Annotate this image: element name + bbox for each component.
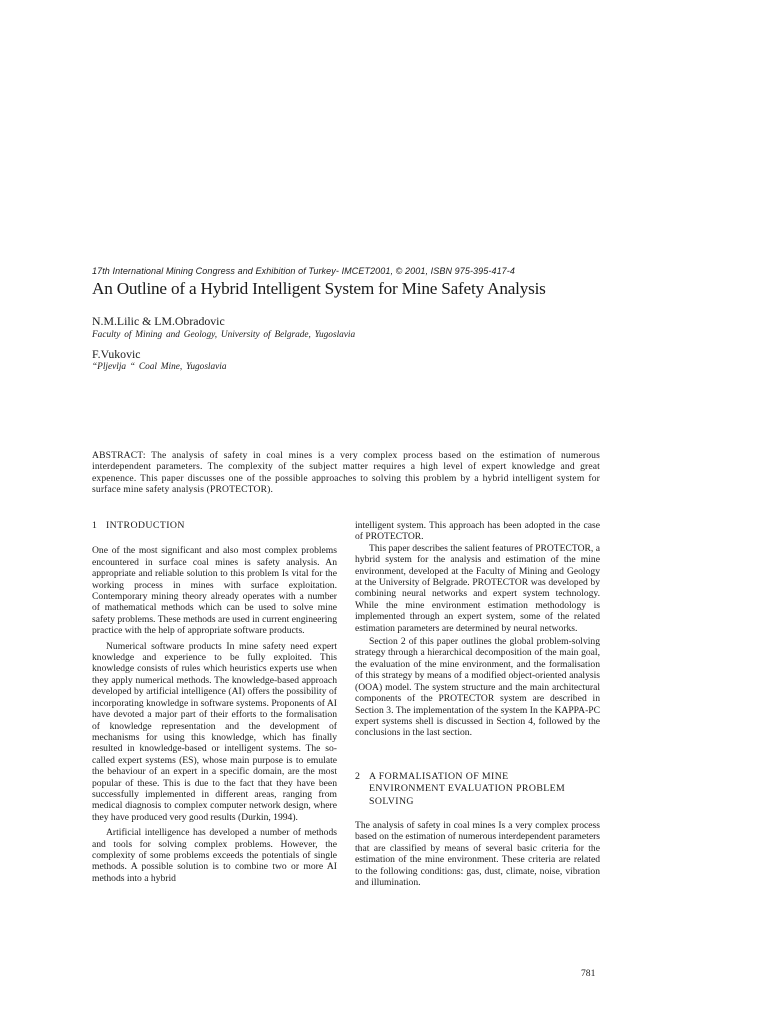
section-2-number: 2 (355, 770, 361, 782)
intro-paragraph-5: This paper describes the salient features of PROTECTOR, a hybrid system for the analysis and estimation of the mine environment, developed at the Faculty of Mining and Geology at the University of Belgrade. PROTECTOR was developed by combining neural networks and expert system technology. While the mine environment estimation methodology is implemented through an expert system, some of the related estimation parameters are determined by neural networks. (355, 542, 600, 634)
page-number: 781 (581, 968, 596, 979)
right-column (355, 520, 600, 888)
intro-paragraph-3: Artificial intelligence has developed a number of methods and tools for solving complex problems. However, the complexity of some problems exceeds the potentials of single methods. A possible solution is to combine two or more AI methods into a hybrid (92, 827, 337, 884)
section-1-number: 1 (92, 520, 98, 531)
abstract: ABSTRACT: The analysis of safety in coal mines is a very complex process based on the estimation of numerous interdependent parameters. The complexity of the subject matter requires a high level of expert knowledge and great expenence. This paper discusses one of the possible approaches to solving this problem by a hybrid intelligent system for surface mine safety analysis (PROTECTOR). (92, 450, 600, 496)
section-2-title-line-1: A FORMALISATION OF MINE (369, 770, 509, 782)
section-1-heading (92, 520, 337, 531)
intro-paragraph-4: intelligent system. This approach has been adopted in the case of PROTECTOR. (355, 520, 600, 543)
intro-paragraph-1: One of the most significant and also most complex problems encountered in surface coal mines is safety analysis. An appropriate and reliable solution to this problem Is vital for the working process in mines with surface exploitation. Contemporary mining theory already operates with a number of mathematical methods which can be used to solve mine safety problems. These methods are used in current engineering practice with the help of appropriate software products. (92, 545, 337, 637)
conference-line: 17th International Mining Congress and Exhibition of Turkey- IMCET2001, © 2001, ISBN 975-395-417-4 (92, 266, 515, 276)
author-names-2: F.Vukovic (92, 347, 141, 361)
section-2-paragraph-1: The analysis of safety in coal mines Is a very complex process based on the estimation of numerous interdependent parameters that are classified by means of several basic criteria for the estimation of the mine environment. These criteria are related to the following conditions: gas, dust, climate, noise, vibration and illumination. (355, 819, 600, 888)
section-2-title-line-3: SOLVING (369, 795, 414, 807)
section-2-heading (355, 771, 600, 808)
intro-paragraph-6: Section 2 of this paper outlines the global problem-solving strategy through a hierarchical decomposition of the main goal, the evaluation of the mine environment, and the formalisation of this strategy by means of a modified object-oriented analysis (OOA) model. The system structure and the main architectural components of the PROTECTOR system are described in Section 3. The implementation of the system In the KAPPA-PC expert systems shell is discussed in Section 4, followed by the conclusions in the last section. (355, 636, 600, 739)
section-2-title-line-2: ENVIRONMENT EVALUATION PROBLEM (369, 783, 566, 795)
intro-paragraph-2: Numerical software products In mine safety need expert knowledge and experience to be fully exploited. This knowledge consists of rules which heuristics experts use when they apply numerical methods. The knowledge-based approach developed by artificial intelligence (AI) offers the possibility of incorporating knowledge in software systems. Proponents of AI have devoted a major part of their efforts to the formalisation of knowledge representation and the development of mechanisms for using this knowledge, which has finally resulted in knowledge-based or intelligent systems. The so-called expert systems (ES), whose main purpose is to emulate the behaviour of an expert in a specific domain, are the most popular of these. This is due to the fact that they have been successfully implemented in different areas, ranging from medical diagnosis to complex computer network design, where they have produced very good results (Durkin, 1994). (92, 640, 337, 823)
paper-title: An Outline of a Hybrid Intelligent System for Mine Safety Analysis (92, 279, 546, 298)
author-names-1: N.M.Lilic & LM.Obradovic (92, 314, 225, 328)
affiliation-1: Faculty of Mining and Geology, University of Belgrade, Yugoslavia (92, 330, 356, 340)
affiliation-2: “Pljevlja “ Coal Mine, Yugoslavia (92, 362, 227, 372)
left-column (92, 520, 337, 884)
section-1-title: INTRODUCTION (106, 520, 185, 531)
